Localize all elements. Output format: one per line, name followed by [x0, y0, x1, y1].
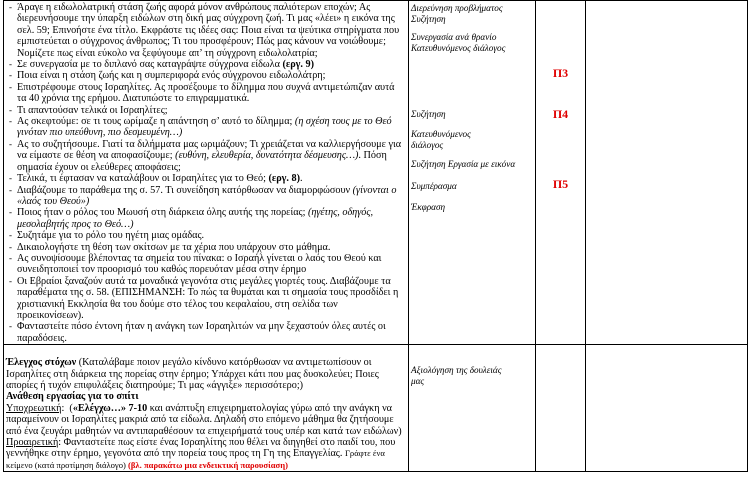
bullet-text: Άραγε η ειδωλολατρική στάση ζωής αφορά μόνον ανθρώπους παλιότερων εποχών; Ας διερευνήσουμε την ύπαρξη ειδώλων στη δική μας σύγχρονη ζωή. Τι μας «λέει» η εικόνα της σελ. 59; Επινοήστε ένα τίτλο. Εκφράστε τις ιδέες σας: Ποια είναι τα ψεύτικα στηρίγματα που εμπιστεύεται ο σύγχρονος άνθρωπος; Τι του προσφέρουν; Πώς μας κάνουν να νοιώθουμε; Νομίζετε πως είναι εύκολο να ξεφύγουμε απ’ τη σύγχρονη ειδωλολατρία;: [17, 2, 400, 59]
homework-mandatory: Υποχρεωτική: («Ελέγχω…» 7-10 και ανάπτυξη επιχειρηματολογίας γύρω από την ανάγκη να παραμείνουν οι Ισραηλίτες μακριά από τα είδωλα. Δηλαδή στο επόμενο μάθημα θα ζητήσουμε από ένα ζευγάρι μαθητών να αντιπαραθέσουν τα επιχειρήματά τους υπέρ και κατά των ειδώλων): [6, 402, 402, 437]
bullet-text: Δικαιολογήστε τη θέση των σκίτσων με τα χέρια που υπάρχουν στο μάθημα.: [17, 241, 331, 253]
assessment-codes-cell: [536, 345, 586, 472]
bullet-marker: -: [9, 59, 12, 70]
list-item: [4, 230, 408, 241]
bullet-text: Οι Εβραίοι ξαναζούν αυτά τα μοναδικά γεγονότα στις μεγάλες γιορτές τους. Διαβάζουμε τα παραθέματα της σ. 58. (ΕΠΙΣΗΜΑΝΣΗ: Το πώς τα θυμάται και τι σημασία τους προσδίδει η χριστιανική Εκκλησία θα του δούμε στο τέλος του κεφαλαίου, στη σελίδα των προεικονίσεων).: [17, 275, 399, 321]
list-item: [4, 253, 408, 276]
bullet-marker: -: [9, 252, 12, 263]
list-item: [4, 105, 408, 116]
list-item: [4, 82, 408, 105]
list-item: [4, 59, 408, 70]
exercise-ref: (εργ. 9): [282, 59, 315, 71]
optional-label: Προαιρετική: [6, 437, 59, 449]
optional-reference: (βλ. παρακάτω μια ενδεικτική παρουσίαση): [128, 459, 288, 470]
homework-heading: Ανάθεση εργασίας για το σπίτι: [6, 391, 139, 403]
bullet-text: Επιστρέφουμε στους Ισραηλίτες. Ας προσέξουμε το δίλημμα που συχνά αντιμετώπιζαν αυτά τα 40 χρόνια της ερήμου. Διατυπώστε το επιγραμματικά.: [17, 81, 395, 105]
list-item: [4, 276, 408, 322]
bullet-marker: -: [9, 81, 12, 92]
activity-list: [4, 1, 408, 344]
bullet-marker: -: [9, 104, 12, 115]
assessment-section: [4, 345, 408, 471]
list-item: [4, 116, 408, 139]
mandatory-colon: :: [61, 402, 65, 414]
bullet-text: Συζητάμε για το ρόλο του ηγέτη μιας ομάδας.: [17, 230, 205, 242]
codes-cell: [536, 1, 586, 345]
bullet-marker: -: [9, 230, 12, 241]
bullet-marker: -: [9, 2, 12, 12]
bullet-hint: (γίνονται ο «λαός του Θεού»): [17, 184, 397, 207]
objective-code: Π4: [552, 107, 569, 121]
activities-row: [4, 1, 748, 345]
bullet-text: Τι απαντούσαν τελικά οι Ισραηλίτες;: [17, 104, 168, 116]
bullet-marker: -: [9, 116, 12, 127]
bullet-hint: (ηγέτης, οδηγός, μεσολαβητής προς το Θεό…): [17, 207, 374, 230]
bullet-marker: -: [9, 241, 12, 252]
assessment-empty-cell: [586, 345, 748, 472]
strategy-label: Αξιολόγηση της δουλειάς μας: [411, 365, 502, 386]
lesson-plan-table: [3, 0, 748, 472]
strategy-label: Συμπέρασμα: [411, 180, 457, 191]
strategy-label: Συζήτηση Εργασία με εικόνα: [411, 159, 516, 170]
strategy-list: [409, 1, 535, 213]
list-item: [4, 207, 408, 230]
strategy-label: Συζήτηση: [411, 109, 446, 120]
mandatory-text: και ανάπτυξη επιχειρηματολογίας γύρω από την ανάγκη να παραμείνουν οι Ισραηλίτες μακριά από τα είδωλα. Δηλαδή στο επόμενο μάθημα θα ζητήσουμε από ένα ζευγάρι μαθητών να αντιπαραθέσουν τα επιχειρήματά τους υπέρ και κατά των ειδώλων): [6, 402, 402, 437]
strategy-label: Συνεργασία ανά θρανίο Κατευθυνόμενος διάλογος: [411, 32, 506, 53]
objective-code: Π3: [552, 66, 569, 80]
objective-code: Π5: [552, 177, 569, 191]
bullet-text-after: .: [300, 173, 303, 185]
bullet-text: Τελικά, τι έφτασαν να καταλάβουν οι Ισραηλίτες για το Θεό;: [17, 173, 269, 185]
bullet-text: Ας συνοψίσουμε βλέποντας τα σημεία του πίνακα: ο Ισραήλ γίνεται ο λαός του Θεού και συνειδητοποιεί τον προορισμό του καθώς πορευόταν μέσα στην έρημο: [17, 252, 382, 276]
strategy-label: Διερεύνηση προβλήματος Συζήτηση: [411, 3, 503, 24]
assessment-row: [4, 345, 748, 472]
list-item: [4, 321, 408, 344]
empty-cell: [586, 1, 748, 345]
list-item: [4, 139, 408, 173]
assessment-heading: Έλεγχος στόχων: [6, 357, 77, 369]
bullet-marker: -: [9, 275, 12, 286]
bullet-marker: -: [9, 207, 12, 218]
assessment-paragraph: [6, 357, 408, 391]
bullet-text: Ας το συζητήσουμε. Γιατί τα διλήμματα μας ωριμάζουν; Τι χρειάζεται να καλλιεργήσουμε για να είμαστε σε θέση να αποφασίζουμε;: [17, 138, 402, 162]
list-item: [4, 173, 408, 184]
assessment-text: (Καταλάβαμε ποιον μεγάλο κίνδυνο κατόρθωσαν να αντιμετωπίσουν οι Ισραηλίτες στη διάρκεια της πορείας στην έρημο; Υπάρχει κάτι που μας δυσκολεύει; Ποιες απορίες ή τυχόν επιφυλάξεις διατηρούμε; Τι μας «άγγιξε» περισσότερο;): [6, 357, 379, 391]
mandatory-label: Υποχρεωτική: [6, 402, 62, 414]
bullet-text: Σε συνεργασία με το διπλανό σας καταγράψτε σύγχρονα είδωλα: [17, 59, 283, 71]
bullet-marker: -: [9, 138, 12, 149]
bullet-text: Ποιος ήταν ο ρόλος του Μωυσή στη διάρκεια όλης αυτής της πορείας;: [17, 207, 308, 219]
bullet-text: Ας σκεφτούμε: σε τι τους ωρίμαζε η απάντηση σ’ αυτό το δίλημμα;: [17, 116, 295, 128]
list-item: [4, 185, 408, 208]
list-item: [4, 242, 408, 253]
bullet-marker: -: [9, 321, 12, 332]
exercise-ref: (εργ. 8): [268, 173, 300, 185]
bullet-marker: -: [9, 173, 12, 184]
homework-optional: [6, 437, 408, 471]
bullet-text: Ποια είναι η στάση ζωής και η συμπεριφορά ενός σύγχρονου ειδωλολάτρη;: [17, 70, 326, 82]
optional-note: Γράφτε ένα κείμενο (κατά προτίμηση διάλογο): [6, 448, 385, 470]
strategy-label: Κατευθυνόμενος διάλογος: [411, 128, 471, 150]
exercise-ref: «Ελέγχω…» 7-10: [72, 402, 148, 414]
bullet-text: Διαβάζουμε το παράθεμα της σ. 57. Τι συνείδηση κατόρθωσαν να διαμορφώσουν: [17, 184, 353, 196]
bullet-text: Φανταστείτε πόσο έντονη ήταν η ανάγκη των Ισραηλιτών να μην ξεχαστούν όλες αυτές οι παραδόσεις.: [17, 321, 386, 344]
activities-cell: [4, 1, 409, 345]
bullet-text-after: . Πόση σημασία έχουν οι ελεύθερες αποφάσεις;: [17, 150, 387, 173]
assessment-cell: [4, 345, 409, 472]
bullet-marker: -: [9, 70, 12, 81]
bullet-hint: (η σχέση τους με το Θεό γινόταν πιο υπεύθυνη, πιο δεσμευμένη…): [17, 116, 392, 139]
optional-text: : Φανταστείτε πως είστε ένας Ισραηλίτης που θέλει να διηγηθεί στο παιδί του, που γεννήθηκε στην έρημο, γεγονότα από την πορεία τους προς τη Γη της Επαγγελίας.: [6, 437, 396, 460]
strategies-cell: [409, 1, 536, 345]
strategy-label: Έκφραση: [411, 202, 446, 213]
bullet-hint: (ευθύνη, ελευθερία, δυνατότητα δέσμευσης…): [175, 150, 359, 162]
assessment-strategy-cell: [409, 345, 536, 472]
list-item: [4, 2, 408, 59]
list-item: [4, 70, 408, 81]
bullet-marker: -: [9, 184, 12, 195]
